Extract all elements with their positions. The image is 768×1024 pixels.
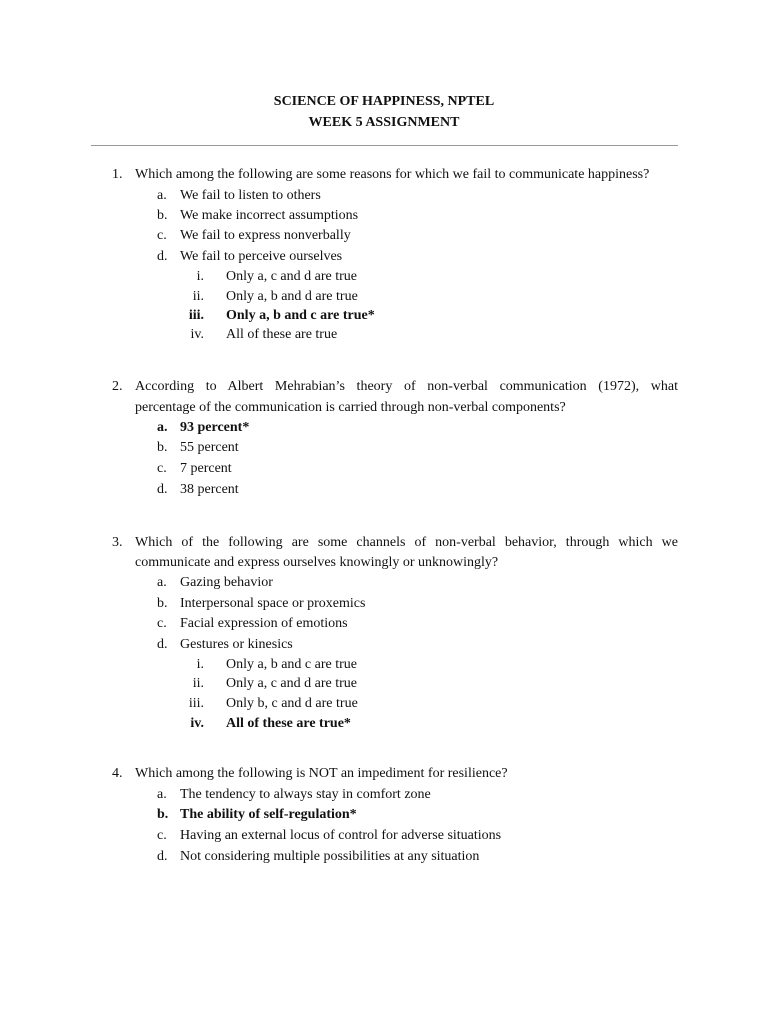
option-letter-correct: a. bbox=[157, 420, 168, 435]
question-text-line-2: percentage of the communication is carried through non-verbal components? bbox=[135, 400, 566, 415]
choice-text: Only a, c and d are true bbox=[226, 676, 357, 691]
choice-text: Only a, b and d are true bbox=[226, 289, 358, 304]
option-letter: b. bbox=[157, 208, 168, 223]
option-text: 7 percent bbox=[180, 461, 232, 476]
option-text: We make incorrect assumptions bbox=[180, 208, 359, 223]
option-text: Facial expression of emotions bbox=[180, 616, 348, 631]
question-text-line-2: communicate and express ourselves knowingly or unknowingly? bbox=[135, 555, 499, 570]
option-letter: d. bbox=[157, 249, 168, 264]
option-text: 38 percent bbox=[180, 482, 239, 497]
option-text: We fail to express nonverbally bbox=[180, 228, 351, 243]
choice-numeral-correct: iv. bbox=[190, 716, 204, 731]
question-text: Which among the following is NOT an impediment for resilience? bbox=[135, 766, 508, 781]
option-letter: b. bbox=[157, 596, 168, 611]
option-letter: d. bbox=[157, 849, 168, 864]
option-text-correct: 93 percent* bbox=[180, 420, 250, 435]
choice-text-correct: All of these are true* bbox=[226, 716, 351, 731]
question-number: 2. bbox=[112, 379, 123, 394]
option-letter: c. bbox=[157, 228, 167, 243]
option-letter: a. bbox=[157, 575, 167, 590]
document-title: SCIENCE OF HAPPINESS, NPTEL bbox=[273, 94, 495, 109]
question-number: 4. bbox=[112, 766, 123, 781]
option-text: Gazing behavior bbox=[180, 575, 273, 590]
choice-text: Only a, b and c are true bbox=[226, 657, 357, 672]
option-letter: d. bbox=[157, 637, 168, 652]
option-letter: a. bbox=[157, 188, 167, 203]
option-letter: d. bbox=[157, 482, 168, 497]
choice-text: All of these are true bbox=[226, 327, 338, 342]
question-number: 1. bbox=[112, 167, 123, 182]
choice-numeral: iv. bbox=[190, 327, 204, 342]
question-text-line-1: Which of the following are some channels of non-verbal behavior, through which we bbox=[135, 535, 678, 550]
choice-numeral: i. bbox=[196, 269, 204, 284]
choice-numeral-correct: iii. bbox=[188, 308, 204, 323]
option-text: 55 percent bbox=[180, 440, 239, 455]
choice-text: Only a, c and d are true bbox=[226, 269, 357, 284]
option-text: Having an external locus of control for adverse situations bbox=[180, 828, 502, 843]
option-letter: c. bbox=[157, 616, 167, 631]
choice-numeral: ii. bbox=[192, 289, 204, 304]
question-number: 3. bbox=[112, 535, 123, 550]
question-text: Which among the following are some reasons for which we fail to communicate happiness? bbox=[135, 167, 650, 182]
choice-numeral: i. bbox=[196, 657, 204, 672]
option-text: Gestures or kinesics bbox=[180, 637, 293, 652]
choice-text: Only b, c and d are true bbox=[226, 696, 358, 711]
option-text-correct: The ability of self-regulation* bbox=[180, 807, 357, 822]
option-text: Not considering multiple possibilities at any situation bbox=[180, 849, 480, 864]
option-text: The tendency to always stay in comfort zone bbox=[180, 787, 431, 802]
option-letter: c. bbox=[157, 828, 167, 843]
title-divider bbox=[91, 145, 678, 146]
option-text: Interpersonal space or proxemics bbox=[180, 596, 366, 611]
choice-numeral: iii. bbox=[188, 696, 204, 711]
document-subtitle: WEEK 5 ASSIGNMENT bbox=[308, 115, 460, 130]
question-text-line-1: According to Albert Mehrabian’s theory of non-verbal communication (1972), what bbox=[135, 379, 678, 394]
option-letter: c. bbox=[157, 461, 167, 476]
option-text: We fail to listen to others bbox=[180, 188, 321, 203]
option-letter-correct: b. bbox=[157, 807, 169, 822]
option-text: We fail to perceive ourselves bbox=[180, 249, 343, 264]
choice-numeral: ii. bbox=[192, 676, 204, 691]
choice-text-correct: Only a, b and c are true* bbox=[226, 308, 375, 323]
option-letter: b. bbox=[157, 440, 168, 455]
option-letter: a. bbox=[157, 787, 167, 802]
